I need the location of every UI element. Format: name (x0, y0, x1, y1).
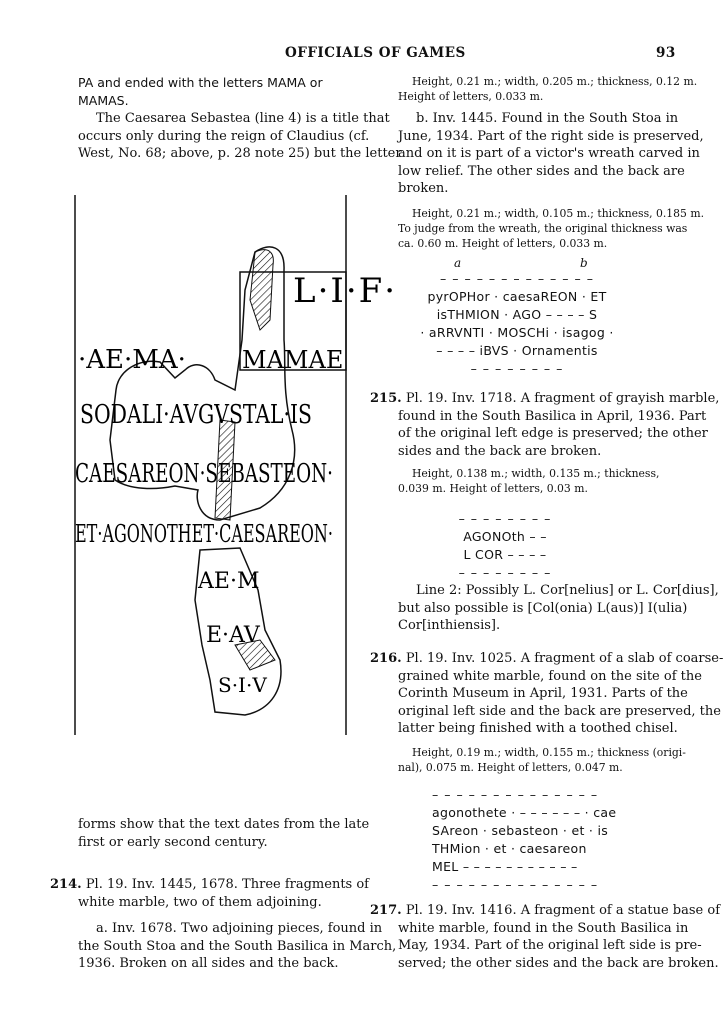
figure-row-3: MAMAE (242, 346, 344, 374)
insc-line: – – – – – – – – – – – – – – (432, 877, 599, 892)
entry-line: of the original left edge is preserved; the other (398, 426, 708, 441)
left-paragraph-2 (78, 110, 402, 163)
para3-line: forms show that the text dates from the late (78, 817, 370, 832)
entry-214 (50, 876, 369, 911)
entry-214a (78, 920, 397, 973)
inscription-214 (412, 270, 622, 378)
insc-line: – – – – iBVS · Ornamentis (436, 343, 598, 358)
entry-line: Corinth Museum in April, 1931. Parts of the (398, 686, 688, 701)
entry-line: grained white marble, found on the site of the (398, 668, 702, 684)
figure-row-6: ET·AGONOTHET·CAESAREON· (75, 520, 333, 548)
measure-line: Height of letters, 0.033 m. (398, 90, 544, 103)
entry-line: Pl. 19. Inv. 1718. A fragment of grayish marble, (405, 391, 720, 406)
insc-line: – – – – – – – – (470, 361, 564, 376)
entry-216-measurements (398, 745, 686, 775)
measure-line: Height, 0.21 m.; width, 0.105 m.; thickness, 0.185 m. (412, 207, 705, 220)
entry-216 (370, 650, 724, 738)
inscription-216 (432, 786, 617, 894)
entry-line: the South Stoa and the South Basilica in March, (78, 938, 397, 954)
figure-row-7: AE·M (198, 569, 260, 594)
measure-line: To judge from the wreath, the original thickness was (398, 222, 688, 235)
insc-line: – – – – – – – – – – – – – (440, 271, 594, 286)
entry-215-measurements (398, 466, 676, 496)
measurements-a (398, 74, 698, 104)
col-label-a: a (454, 256, 462, 270)
figure-row-1: L·I·F· (293, 271, 398, 311)
entry-line: white marble, found in the South Basilica in (398, 920, 689, 936)
entry-line: served; the other sides and the back are broken. (398, 955, 719, 971)
insc-line: · aRRVNTI · MOSCHi · isagog · (420, 325, 614, 340)
figure-row-5: CAESAREON·SEBASTEON· (75, 459, 333, 489)
para2-line: West, No. 68; above, p. 28 note 25) but the letter (78, 146, 402, 161)
entry-line: original left side and the back are preserved, the (398, 703, 721, 719)
insc-line: agonothete · – – – – – – · cae (432, 805, 617, 820)
entry-line: Pl. 19. Inv. 1445, 1678. Three fragments of (85, 877, 369, 892)
insc-line: L COR – – – – (463, 547, 547, 562)
para1-line: MAMAS. (78, 92, 129, 108)
insc-line: MEL – – – – – – – – – – – (432, 859, 578, 874)
figure-row-2: ·AE·MA· (78, 345, 186, 375)
insc-line: isTHMION · AGO – – – – S (436, 307, 598, 322)
measure-line: 0.039 m. Height of letters, 0.03 m. (398, 482, 588, 495)
entry-217 (370, 902, 721, 972)
figure-row-9: S·I·V (218, 673, 267, 697)
note-line: Line 2: Possibly L. Cor[nelius] or L. Cor[dius], (416, 583, 719, 598)
insc-line: AGONOth – – (463, 529, 547, 544)
b-line: and on it is part of a victor's wreath carved in (398, 146, 700, 161)
b-line: b. Inv. 1445. Found in the South Stoa in (416, 111, 679, 126)
note-line: but also possible is [Col(onia) L(aus)] I(ulia) (398, 600, 688, 616)
entry-line: a. Inv. 1678. Two adjoining pieces, found in (96, 921, 383, 936)
entry-line: sides and the back are broken. (398, 443, 602, 459)
insc-line: SAreon · sebasteon · et · is (432, 823, 609, 838)
measure-line: Height, 0.19 m.; width, 0.155 m.; thickness (origi- (412, 746, 686, 759)
note-line: Cor[inthiensis]. (398, 618, 501, 633)
entry-215 (370, 390, 720, 460)
insc-line: THMion · et · caesareon (432, 841, 587, 856)
para2-line: occurs only during the reign of Claudius (cf. (78, 128, 370, 144)
b-line: broken. (398, 181, 449, 196)
fragment-b-paragraph (398, 110, 704, 198)
measure-line: Height, 0.138 m.; width, 0.135 m.; thickness, (412, 467, 660, 480)
figure-row-8: E·AV (206, 623, 260, 648)
hatched-edge-upper (250, 250, 273, 330)
inscription-215 (430, 510, 580, 582)
entry-line: 1936. Broken on all sides and the back. (78, 956, 339, 971)
para1-line: PA and ended with the letters MAMA or (78, 75, 323, 90)
entry-number: 217. (370, 903, 402, 918)
measure-line: ca. 0.60 m. Height of letters, 0.033 m. (398, 237, 608, 250)
col-label-b: b (580, 256, 588, 270)
insc-line: – – – – – – – – (458, 511, 552, 526)
entry-215-note (398, 582, 719, 635)
para3-line: first or early second century. (78, 834, 268, 850)
entry-line: found in the South Basilica in April, 1936. Part (398, 408, 707, 424)
measure-line: Height, 0.21 m.; width, 0.205 m.; thickness, 0.12 m. (412, 75, 698, 88)
entry-line: white marble, two of them adjoining. (78, 894, 322, 910)
measurements-b (398, 206, 705, 251)
left-paragraph-3 (78, 816, 370, 851)
entry-line: May, 1934. Part of the original left side is pre- (398, 938, 702, 953)
b-line: low relief. The other sides and the back are (398, 163, 685, 179)
entry-line: Pl. 19. Inv. 1416. A fragment of a statue base of (405, 903, 721, 918)
entry-number: 216. (370, 651, 402, 666)
running-title: OFFICIALS OF GAMES (285, 45, 466, 61)
insc-line: – – – – – – – – (458, 565, 552, 580)
insc-line: – – – – – – – – – – – – – – (432, 787, 599, 802)
page-number: 93 (656, 45, 676, 61)
entry-number: 214. (50, 877, 82, 892)
entry-line: latter being finished with a toothed chisel. (398, 721, 678, 736)
entry-number: 215. (370, 391, 402, 406)
figure-row-4: SODALI·AVGVSTAL·IS (80, 400, 312, 430)
left-paragraph-1 (78, 74, 356, 109)
para2-line: The Caesarea Sebastea (line 4) is a title that (96, 111, 390, 126)
measure-line: nal), 0.075 m. Height of letters, 0.047 m. (398, 761, 623, 774)
b-line: June, 1934. Part of the right side is preserved, (398, 128, 704, 144)
entry-line: Pl. 19. Inv. 1025. A fragment of a slab of coarse- (405, 651, 724, 666)
insc-line: pyrOPHor · caesaREON · ET (427, 289, 607, 304)
